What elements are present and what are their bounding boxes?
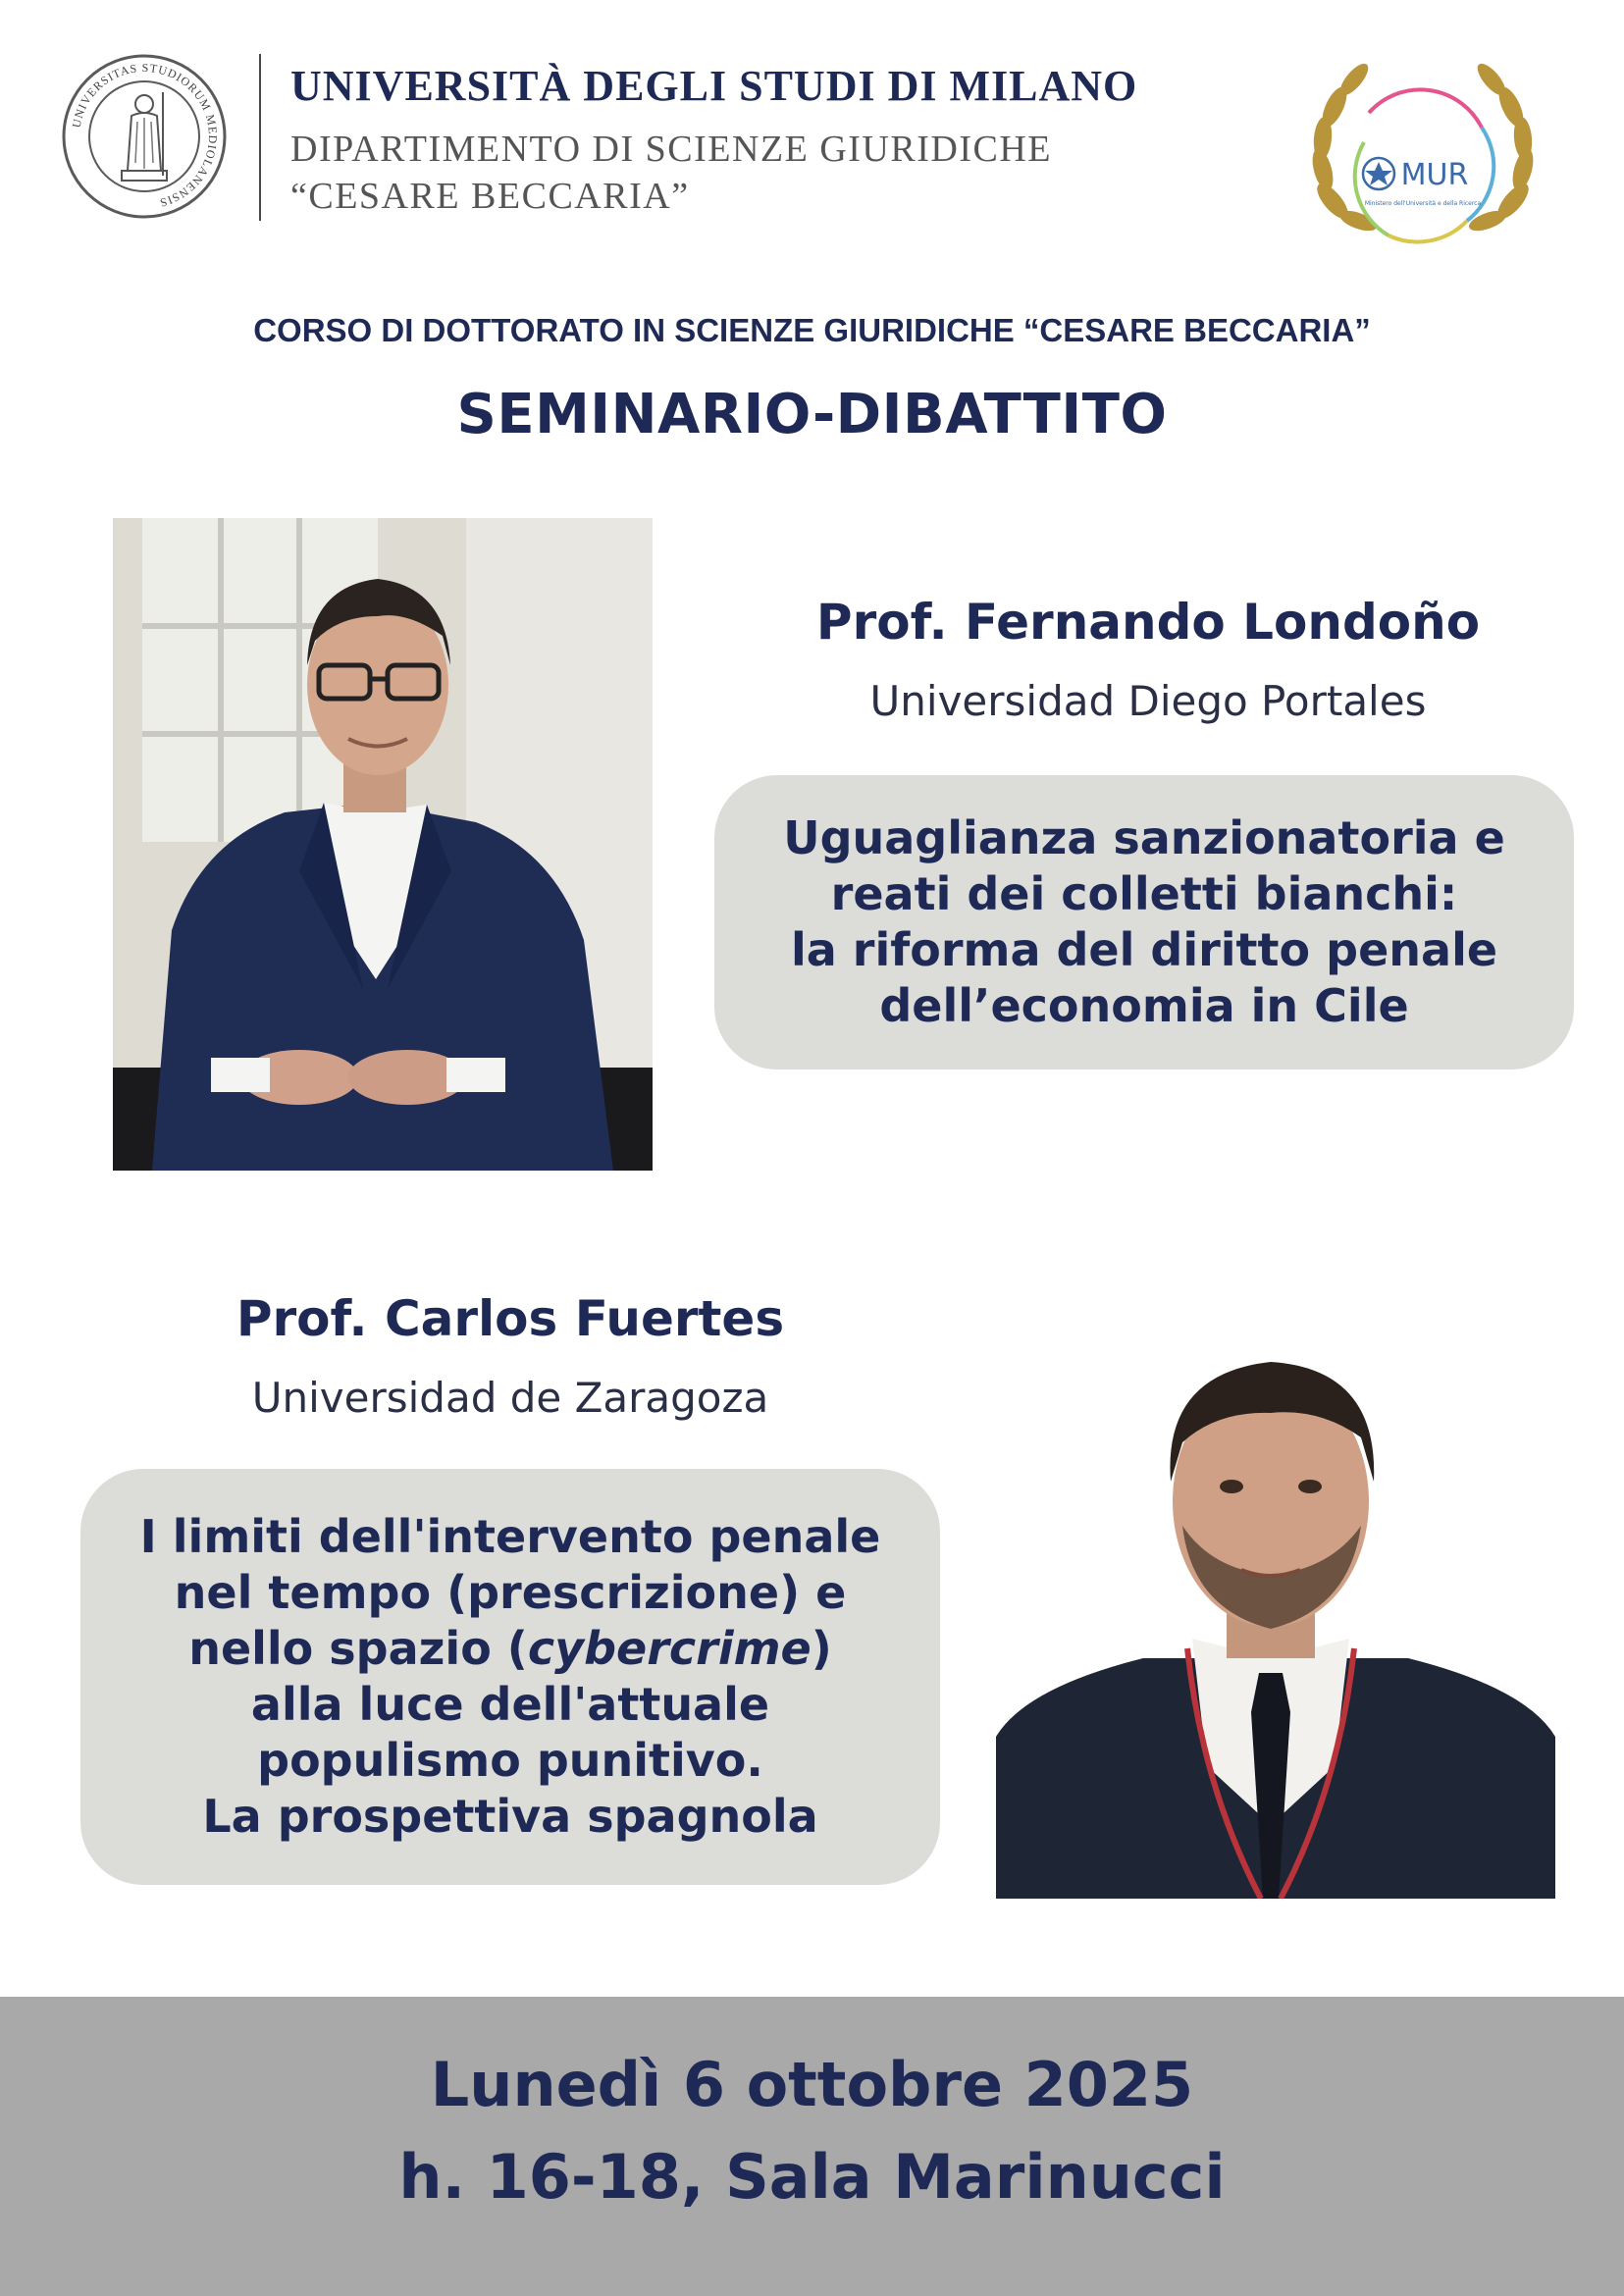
talk-title-italic: cybercrime xyxy=(527,1622,812,1675)
university-seal-logo xyxy=(61,53,228,220)
talk-title-fragment: ) xyxy=(811,1622,832,1675)
talk-title-line: I limiti dell'intervento penale xyxy=(139,1510,881,1563)
event-title: SEMINARIO-DIBATTITO xyxy=(456,383,1168,446)
talk-title-line: populismo punitivo. xyxy=(257,1734,763,1787)
talk-title xyxy=(140,1509,881,1845)
mur-logo xyxy=(1295,54,1550,270)
speaker-photo-fuertes xyxy=(996,1276,1555,1899)
mur-subtitle: Ministero dell'Università e della Ricerca xyxy=(1364,200,1482,207)
talk-title-line: alla luce dell'attuale xyxy=(250,1678,770,1731)
speaker-name: Prof. Carlos Fuertes xyxy=(236,1290,785,1347)
talk-title-box xyxy=(714,775,1574,1070)
seal-text: UNIVERSITAS STUDIORUM MEDIOLANENSIS xyxy=(69,60,221,211)
event-date: Lunedì 6 ottobre 2025 xyxy=(430,2049,1194,2120)
mur-label: MUR xyxy=(1400,158,1469,192)
talk-title-line: dell’economia in Cile xyxy=(879,979,1409,1032)
talk-title-line xyxy=(140,1621,881,1677)
speaker-affiliation: Universidad Diego Portales xyxy=(869,677,1427,725)
talk-title-line: reati dei colletti bianchi: xyxy=(830,867,1458,920)
talk-title-line: la riforma del diritto penale xyxy=(790,923,1498,976)
university-name: UNIVERSITÀ DEGLI STUDI DI MILANO xyxy=(290,62,1138,110)
course-title: CORSO DI DOTTORATO IN SCIENZE GIURIDICHE “CESARE BECCARIA” xyxy=(253,312,1371,348)
talk-title-line: nel tempo (prescrizione) e xyxy=(174,1566,847,1619)
talk-title-line: La prospettiva spagnola xyxy=(202,1790,818,1843)
department-subname: “CESARE BECCARIA” xyxy=(290,176,690,217)
talk-title-line: Uguaglianza sanzionatoria e xyxy=(783,811,1505,864)
talk-title-box xyxy=(80,1469,940,1885)
department-name: DIPARTIMENTO DI SCIENZE GIURIDICHE xyxy=(290,129,1052,170)
speaker-photo-londono xyxy=(113,518,653,1171)
talk-title-fragment: nello spazio ( xyxy=(188,1622,528,1675)
header-divider xyxy=(259,54,261,221)
talk-title xyxy=(783,810,1505,1034)
speaker-affiliation: Universidad de Zaragoza xyxy=(251,1374,769,1422)
speaker-name: Prof. Fernando Londoño xyxy=(815,594,1481,651)
event-time-place: h. 16-18, Sala Marinucci xyxy=(398,2141,1226,2213)
